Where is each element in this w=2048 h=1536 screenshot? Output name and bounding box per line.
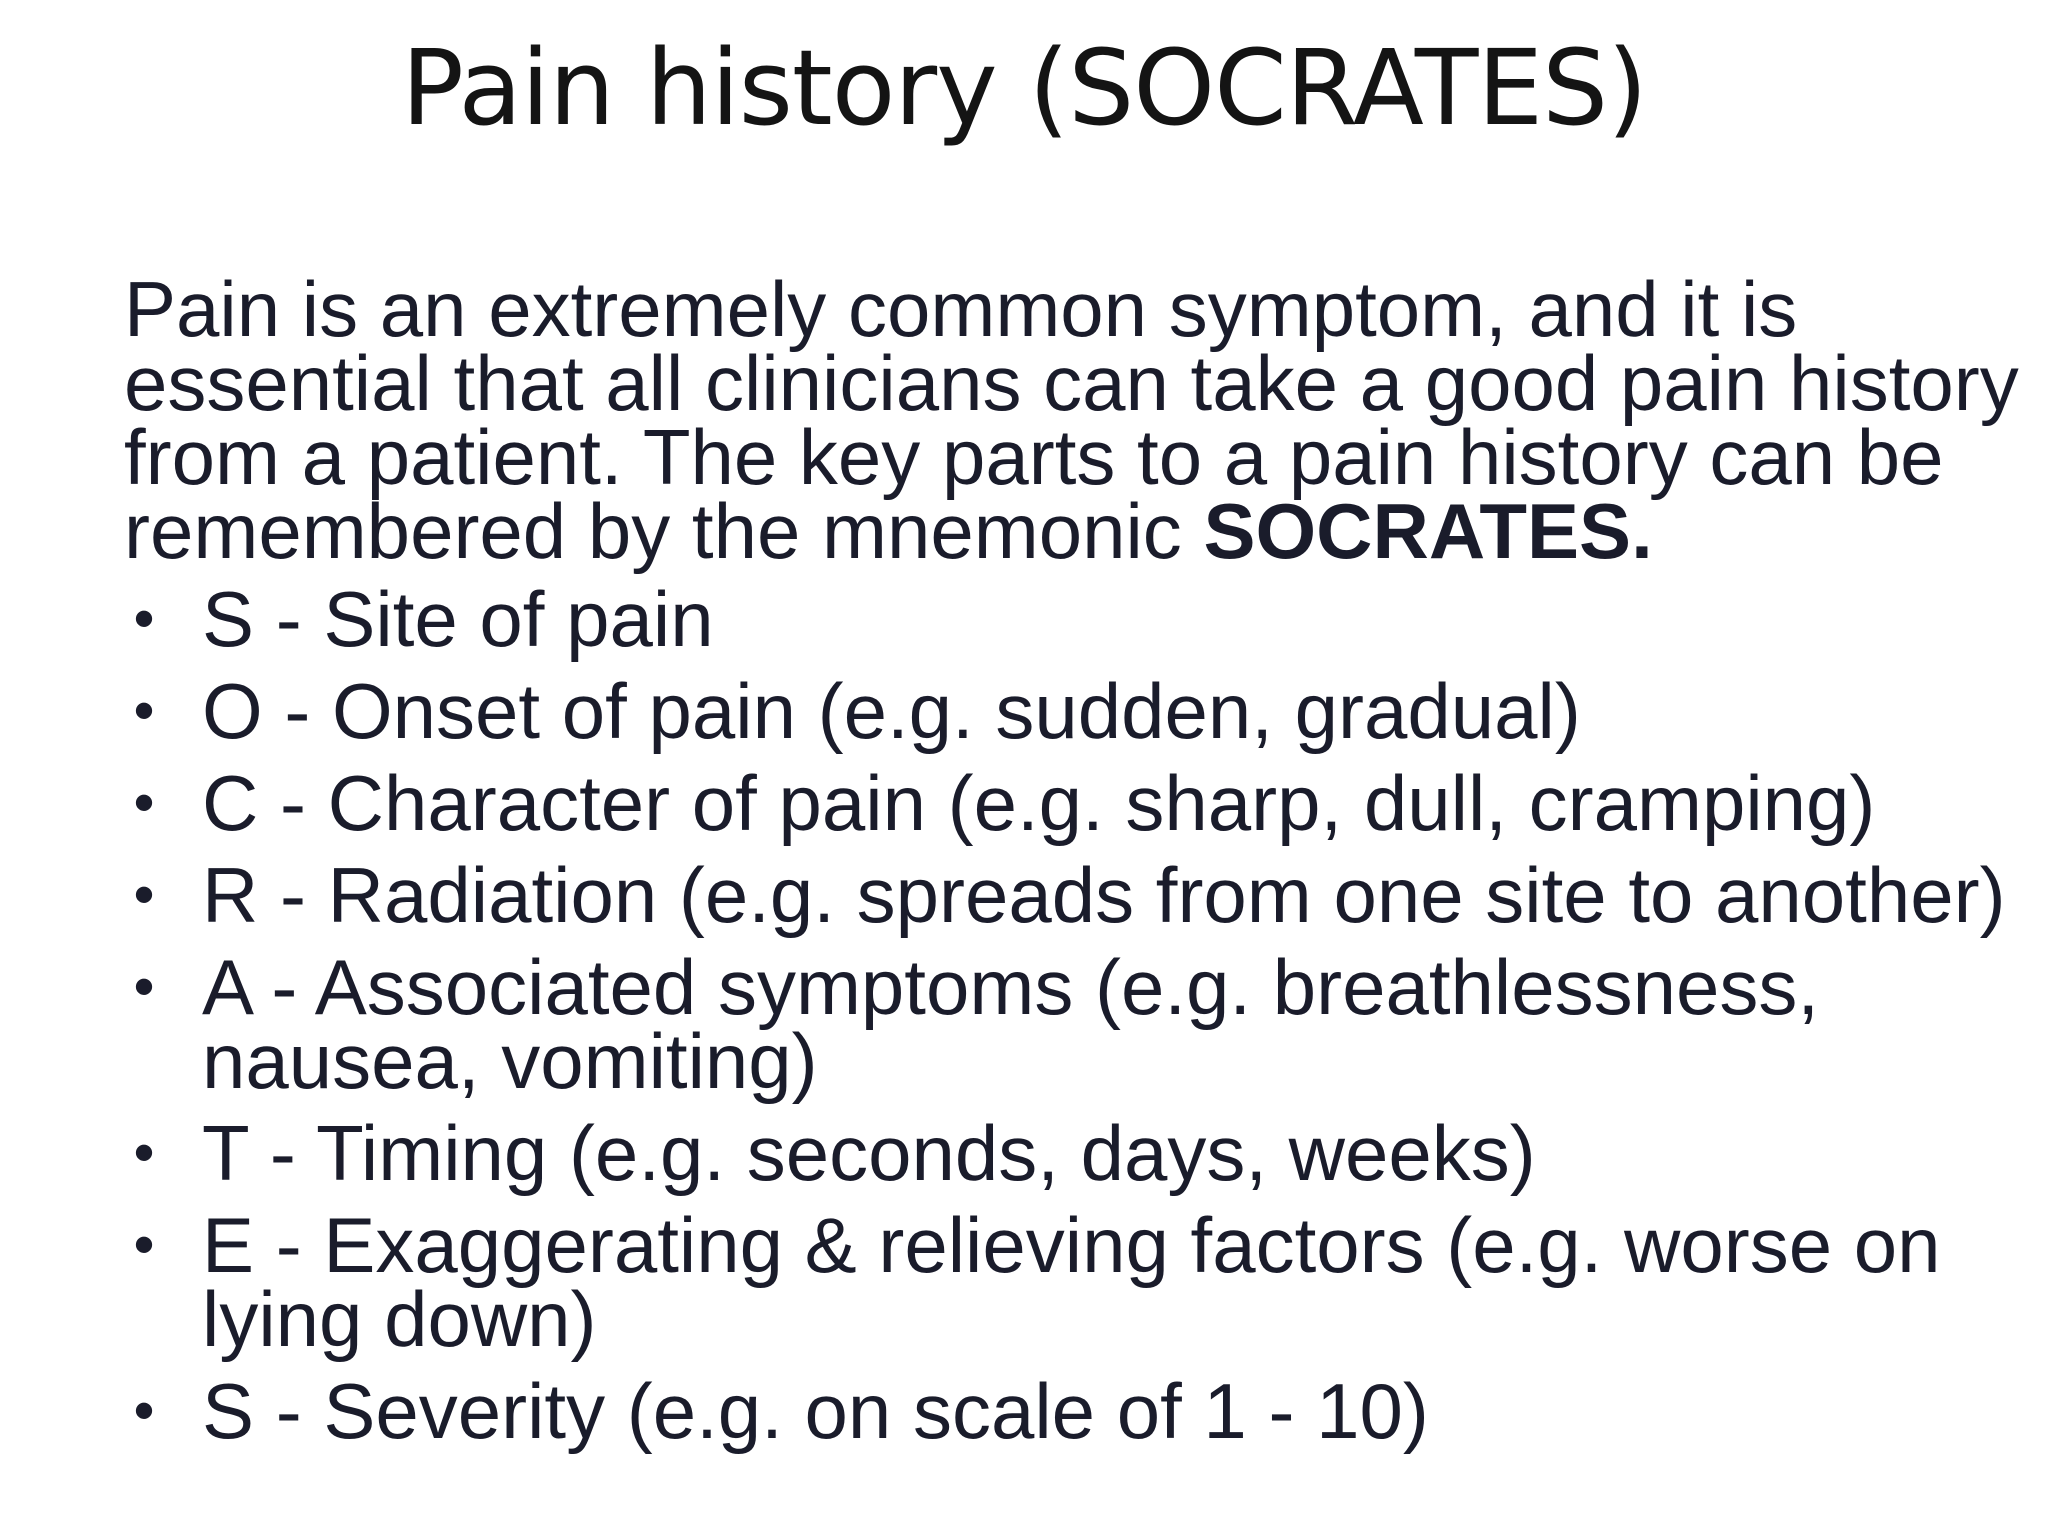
list-item xyxy=(124,759,2024,847)
list-item-text xyxy=(202,1201,2022,1363)
list-item-line: E - Exaggerating & relieving factors (e.g. worse on xyxy=(202,1201,1941,1289)
list-item-text xyxy=(202,575,2022,663)
list-item xyxy=(124,575,2024,663)
bullet-icon: • xyxy=(133,1377,155,1444)
intro-line-4: remembered by the mnemonic xyxy=(124,487,1204,575)
bullet-icon: • xyxy=(133,585,155,652)
list-item xyxy=(124,943,2024,1105)
list-item xyxy=(124,1109,2024,1197)
list-item xyxy=(124,1367,2024,1455)
list-item-line: T - Timing (e.g. seconds, days, weeks) xyxy=(202,1109,1536,1197)
list-item xyxy=(124,851,2024,939)
list-item-line: lying down) xyxy=(202,1275,597,1363)
list-item-line: R - Radiation (e.g. spreads from one site to another) xyxy=(202,851,2006,939)
list-item-text xyxy=(202,1367,2022,1455)
bullet-icon: • xyxy=(133,953,155,1020)
slide-body xyxy=(124,265,2024,1466)
intro-line-1: Pain is an extremely common symptom, and it is xyxy=(124,265,1798,353)
intro-line-2: essential that all clinicians can take a good pain history xyxy=(124,339,2019,427)
list-item-line: nausea, vomiting) xyxy=(202,1017,818,1105)
bullet-icon: • xyxy=(133,1119,155,1186)
intro-emphasis: SOCRATES. xyxy=(1203,487,1653,575)
bullet-icon: • xyxy=(133,1211,155,1278)
list-item-line: S - Site of pain xyxy=(202,575,714,663)
bullet-icon: • xyxy=(133,769,155,836)
list-item-line: S - Severity (e.g. on scale of 1 - 10) xyxy=(202,1367,1429,1455)
list-item-text xyxy=(202,851,2022,939)
socrates-list xyxy=(124,575,2024,1455)
list-item xyxy=(124,667,2024,755)
list-item-text xyxy=(202,943,2022,1105)
list-item-line: A - Associated symptoms (e.g. breathlessness, xyxy=(202,943,1820,1031)
list-item xyxy=(124,1201,2024,1363)
list-item-line: O - Onset of pain (e.g. sudden, gradual) xyxy=(202,667,1581,755)
intro-line-3: from a patient. The key parts to a pain history can be xyxy=(124,413,1944,501)
slide-title: Pain history (SOCRATES) xyxy=(401,27,1647,149)
bullet-icon: • xyxy=(133,677,155,744)
list-item-text xyxy=(202,1109,2022,1197)
intro-paragraph xyxy=(124,265,2024,575)
bullet-icon: • xyxy=(133,861,155,928)
list-item-text xyxy=(202,667,2022,755)
list-item-text xyxy=(202,759,2022,847)
list-item-line: C - Character of pain (e.g. sharp, dull, cramping) xyxy=(202,759,1876,847)
